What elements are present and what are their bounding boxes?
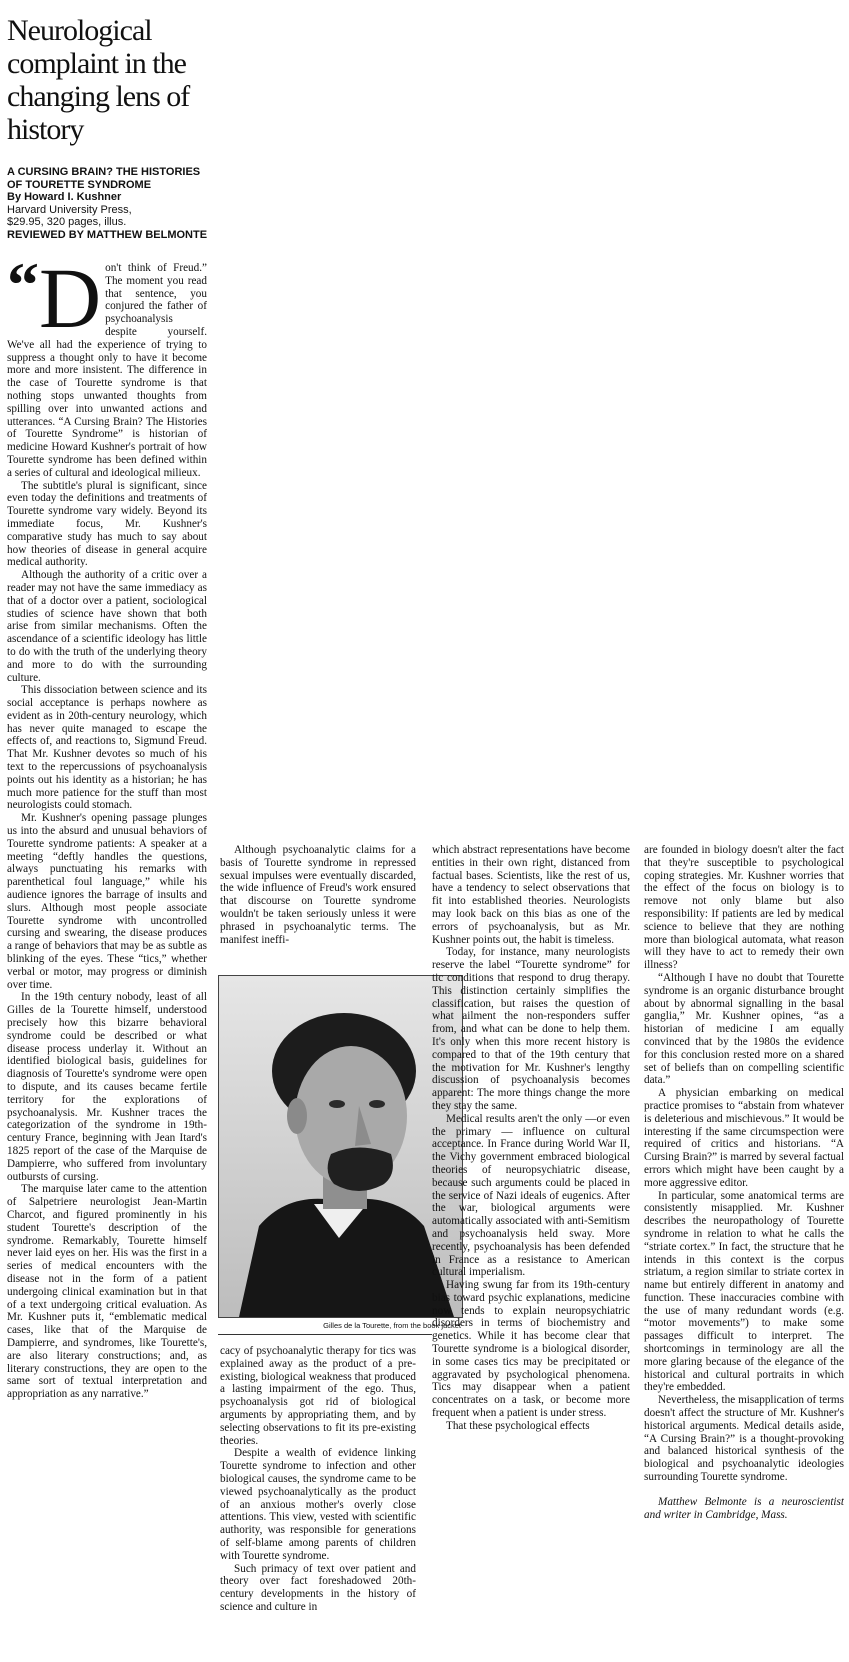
book-publisher: Harvard University Press, xyxy=(7,203,132,216)
paragraph: Mr. Kushner's opening passage plunges us into the absurd and unusual behaviors of Tourette syndrome patients: A speaker at a meeting “deftly handles the questions, always punctuating his remarks with parenthetical foul language,” while his audience ignores the barrage of insults and slurs. Although most people associate Tourette syndrome with uncontrolled cursing and swearing, the disease produces a range of behaviors that may be as subtle as blinking of the eyes. These “tics,” whether verbal or motor, may progress or diminish over time. xyxy=(7,812,207,991)
paragraph: Nevertheless, the misapplication of terms doesn't affect the structure of Mr. Kushner's historical arguments. Medical details aside, “A Cursing Brain?” is a thought-provoking and balanced historical synthesis of the biological and psychoanalytic ideologies surrounding Tourette syndrome. xyxy=(644,1394,844,1484)
paragraph: Having swung far from its 19th-century bias toward psychic explanations, medicine now tends to explain neuropsychiatric disorders in terms of biochemistry and genetics. While it has become clear that Tourette syndrome is a biological disorder, in some cases tics may be precipitated or aggravated by psychological phenomena. Tics may disappear when a patient concentrates on a task, or become more frequent when a patient is under stress. xyxy=(432,1279,630,1420)
article-column-2-top xyxy=(220,844,416,964)
paragraph: The subtitle's plural is significant, since even today the definitions and treatments of Tourette syndrome vary widely. Beyond its immediate focus, Mr. Kushner's comparative study has much to say about how theories of disease in general acquire medical authority. xyxy=(7,479,207,569)
paragraph: Although the authority of a critic over a reader may not have the same immediacy as that of a doctor over a patient, sociological studies of science have shown that both arise from similar mechanisms. Often the ascendance of a scientific ideology has little to do with the truth of the underlying theory and more to do with the surrounding culture. xyxy=(7,569,207,684)
article-column-4 xyxy=(644,844,844,1657)
book-title: A CURSING BRAIN? THE HISTORIES OF TOURETTE SYNDROME xyxy=(7,166,201,191)
article-column-3 xyxy=(432,844,630,1657)
photo-caption: Gilles de la Tourette, from the book jacket xyxy=(323,1321,461,1330)
paragraph: cacy of psychoanalytic therapy for tics was explained away as the product of a pre-existing, biological weakness that produced a lasting impairment of the ego. Thus, psychoanalysis got rid of biological arguments by appropriating them, and by selecting observations to fit its pre-existing theories. xyxy=(220,1345,416,1447)
article-headline: Neurological complaint in the changing lens of history xyxy=(7,14,190,146)
paragraph: Medical results aren't the only —or even the primary — influence on cultural acceptance. In France during World War II, the Vichy government embraced biological theories of neuropsychiatric disease, because such arguments could be placed in the service of Nazi ideals of eugenics. After the war, biological arguments were automatically associated with anti-Semitism and psychoanalysis held sway. More recently, psychoanalysis has been defended in France as a resistance to American cultural imperialism. xyxy=(432,1112,630,1279)
paragraph: Such primacy of text over patient and theory over fact foreshadowed 20th-century developments in the history of science and culture in xyxy=(220,1562,416,1613)
reviewer-byline: REVIEWED BY MATTHEW BELMONTE xyxy=(7,228,208,241)
paragraph: Today, for instance, many neurologists reserve the label “Tourette syndrome” for tic conditions that respond to drug therapy. This distinction certainly simplifies the classification, but raises the question of what ailment the non-responders suffer from, and what can be done to help them. It's only when this more recent history is compared to that of the 19th century that the motivation for Mr. Kushner's lengthy discussion of psychoanalysis becomes apparent: The more things change the more they stay the same. xyxy=(432,946,630,1112)
portrait-photo xyxy=(218,975,463,1318)
lead-paragraph-text: on't think of Freud.” The moment you read that sentence, you conjured the father of psychoanalysis despite yourself. We've all had the experience of trying to suppress a thought only to have it become more and more insistent. The difference in the case of Tourette syndrome is that nothing stops unwanted thoughts from spilling over into unwanted actions and utterances. “A Cursing Brain? The Histories of Tourette Syndrome” is historian of medicine Howard Kushner's portrait of how Tourette syndrome has been defined within a series of cultural and ideological milieux. xyxy=(7,262,207,479)
portrait-illustration xyxy=(219,976,462,1317)
author-signature: Matthew Belmonte is a neuroscientist and writer in Cambridge, Mass. xyxy=(644,1495,844,1521)
paragraph: That these psychological effects xyxy=(446,1419,590,1432)
paragraph: Although psychoanalytic claims for a basis of Tourette syndrome in repressed sexual impulses were eventually discarded, the wide influence of Freud's work ensured that discourse on Tourette syndrome wouldn't be taken seriously unless it were phrased in psychoanalytic terms. The manifest ineffi- xyxy=(220,844,416,946)
book-price: $29.95, 320 pages, illus. xyxy=(7,216,127,228)
lead-paragraph xyxy=(7,262,207,480)
book-author: By Howard I. Kushner xyxy=(7,191,122,203)
paragraph: Despite a wealth of evidence linking Tourette syndrome to infection and other biological causes, the syndrome came to be viewed psychoanalytically as the product of an anxious mother's overly close attentions. This view, vested with scientific authority, was responsible for generations of self-blame among parents of children with Tourette syndrome. xyxy=(220,1447,416,1562)
quote-mark-icon: “ xyxy=(7,262,39,320)
paragraph: In the 19th century nobody, least of all Gilles de la Tourette himself, understood precisely how this bizarre behavioral syndrome could be described or what disease process underlay it. Without an identified biological basis, guidelines for diagnosis of Tourette's syndrome were open to dispute, and its causes became fertile territory for the explorations of psychoanalysis. Mr. Kushner traces the categorization of the syndrome in 19th-century France, beginning with Jean Itard's 1825 report of the case of the Marquise de Dampierre, who suffered from involuntary outbursts of cursing. xyxy=(7,991,207,1183)
article-column-2-bottom xyxy=(220,1345,416,1657)
paragraph: This dissociation between science and its social acceptance is perhaps nowhere as evident as in 20th-century neurology, which has never quite managed to escape the effects of, and reactions to, Sigmund Freud. That Mr. Kushner devotes so much of his text to the repercussions of psychoanalysis points out his identity as a historian; he has much more patience for the stuff than most neurologists could stomach. xyxy=(7,684,207,812)
paragraph: The marquise later came to the attention of Salpetriere neurologist Jean-Martin Charcot, and figured prominently in his student Tourette's description of the syndrome. Remarkably, Tourette himself never laid eyes on her. His was the first in a series of medical encounters with the disease not in the form of a patient undergoing clinical examination but in that of a text undergoing critical evaluation. As Mr. Kushner puts it, “emblematic medical cases, like that of the Marquise de Dampierre, and syndromes, like Tourette's, are also literary constructions; and, as literary constructions, they are open to the same sort of textual interpretation and appropriation as any narrative.” xyxy=(7,1183,207,1401)
article-column-1 xyxy=(7,262,207,1657)
drop-cap: D xyxy=(39,262,102,346)
paragraph: In particular, some anatomical terms are consistently misapplied. Mr. Kushner describes the neuropathology of Tourette syndrome in relation to what he calls the “striate cortex.” In fact, the structure that he intends in this context is the corpus striatum, a region similar to striate cortex in name but entirely different in anatomy and function. These inaccuracies combine with the use of many redundant words (e.g. “motor movements”) to make some passages difficult to interpret. The shortcomings in terminology are all the more glaring because of the elegance of the historical and cultural portraits in which they're embedded. xyxy=(644,1189,844,1394)
paragraph: “Although I have no doubt that Tourette syndrome is an organic disturbance brought about by abnormal signalling in the basal ganglia,” Mr. Kushner opines, “as a historian of medicine I am equally convinced that by the 1980s the evidence for this conclusion rested more on a shared set of beliefs than on compelling scientific data.” xyxy=(644,971,844,1087)
paragraph: which abstract representations have become entities in their own right, distanced from factual bases. Scientists, like the rest of us, have a tendency to select observations that fit into established theories. Neurologists may look back on this bias as one of the errors of psychoanalysis, but as Mr. Kushner points out, the habit is timeless. xyxy=(432,844,630,946)
paragraph: A physician embarking on medical practice promises to “abstain from whatever is deleterious and mischievous.” It would be interesting if the same circumspection were required of critics and historians. “A Cursing Brain?” is marred by several factual errors which might have been caught by a more aggressive editor. xyxy=(644,1087,844,1189)
caption-divider xyxy=(218,1334,432,1335)
paragraph: are founded in biology doesn't alter the fact that they're susceptible to psychological coping strategies. Mr. Kushner worries that the effect of the focus on biology is to remove not only blame but also responsibility: If patients are led by medical science to believe that they are nothing more than biological automata, what reason will they have to act to remedy their own illness? xyxy=(644,844,844,972)
book-info xyxy=(7,166,217,241)
